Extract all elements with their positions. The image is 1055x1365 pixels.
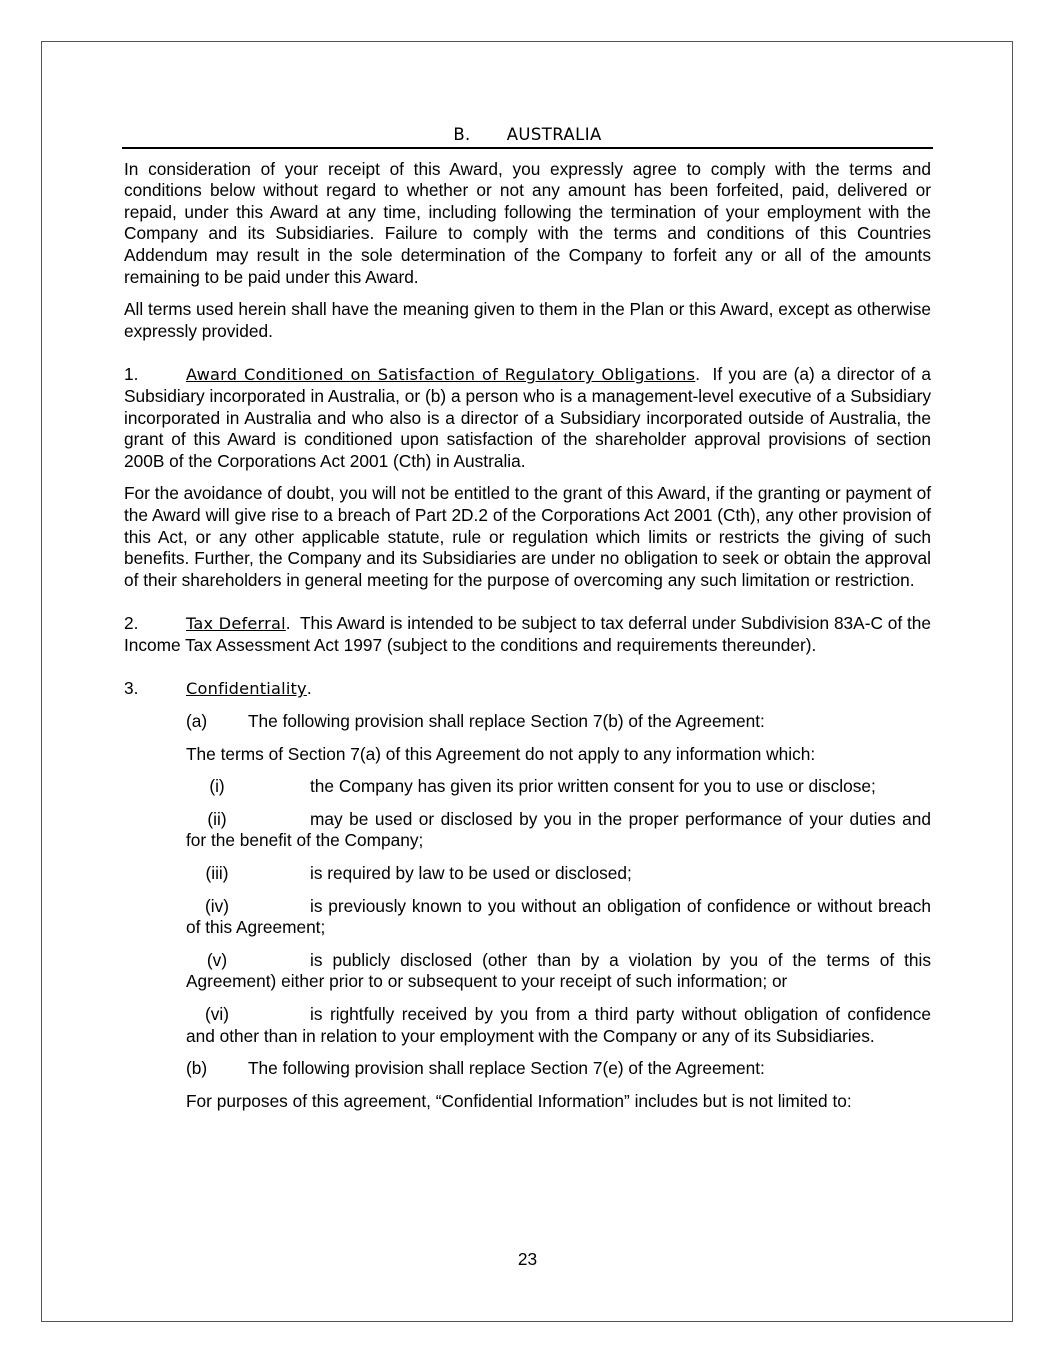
roman-item-iii xyxy=(186,863,931,885)
item-2-paragraph: 2. Tax Deferral. This Award is intended to be subject to tax deferral under Subdivision 83A-C of the Income Tax Assessment Act 1997 (subject to the conditions and requirements thereunder). xyxy=(124,613,931,655)
intro-paragraph-2: All terms used herein shall have the meaning given to them in the Plan or this Award, except as otherwise expressly provided. xyxy=(124,299,931,341)
item-2-text: This Award is intended to be subject to tax deferral under Subdivision 83A-C of the Income Tax Assessment Act 1997 (subject to the conditions and requirements thereunder). xyxy=(124,613,931,655)
roman-text-vi: is rightfully received by you from a third party without obligation of confidence and other than in relation to your employment with the Company or any of its Subsidiaries. xyxy=(186,1004,931,1046)
page-number: 23 xyxy=(517,1249,538,1269)
item-3b-intro: For purposes of this agreement, “Confidential Information” includes but is not limited to: xyxy=(186,1090,852,1111)
item-3-heading: Confidentiality xyxy=(186,679,307,699)
section-heading xyxy=(122,124,933,149)
item-1-number: 1. xyxy=(124,364,139,385)
roman-label-vi: (vi) xyxy=(205,1004,229,1024)
intro-paragraph-1: In consideration of your receipt of this Award, you expressly agree to comply with the terms and conditions below without regard to whether or not any amount has been forfeited, paid, delivered or repaid, under this Award at any time, including following the termination of your employment with the Company and its Subsidiaries. Failure to comply with the terms and conditions of this Countries Addendum may result in the sole determination of the Company to forfeit any or all of the amounts remaining to be paid under this Award. xyxy=(124,158,931,287)
roman-item-vi xyxy=(186,1004,931,1047)
roman-item-iv xyxy=(186,896,931,939)
roman-label-v: (v) xyxy=(206,949,228,970)
item-3b-label: (b) xyxy=(186,1058,208,1079)
roman-item-v xyxy=(186,950,931,993)
item-1-heading: Award Conditioned on Satisfaction of Regulatory Obligations xyxy=(186,365,696,385)
roman-text-iv: is previously known to you without an obligation of confidence or without breach of this Agreement; xyxy=(186,895,931,938)
item-1-paragraph: 1. Award Conditioned on Satisfaction of Regulatory Obligations. If you are (a) a director of a Subsidiary incorporated in Australia, or (b) a person who is a management-level executive of a Subsidiary incorporated in Australia and who also is a director of a Subsidiary incorporated outside of Australia, the grant of this Award is conditioned upon satisfaction of the shareholder approval provisions of section 200B of the Corporations Act 2001 (Cth) in Australia. xyxy=(124,364,931,471)
item-3b-paragraph xyxy=(186,1058,931,1080)
roman-label-iii: (iii) xyxy=(205,863,229,884)
section-title: AUSTRALIA xyxy=(506,125,602,144)
item-3a-paragraph xyxy=(186,711,931,733)
roman-item-ii xyxy=(186,809,931,852)
roman-text-iii: is required by law to be used or disclosed; xyxy=(310,863,632,884)
roman-label-iv: (iv) xyxy=(205,895,229,916)
item-3a-intro: The terms of Section 7(a) of this Agreement do not apply to any information which: xyxy=(186,743,816,764)
item-3a-text: The following provision shall replace Section 7(b) of the Agreement: xyxy=(248,711,765,732)
section-letter: B. xyxy=(453,125,471,144)
roman-label-ii: (ii) xyxy=(207,808,227,829)
item-2-number: 2. xyxy=(124,613,139,634)
item-3a-label: (a) xyxy=(186,711,208,732)
item-1-text: If you are (a) a director of a Subsidiary incorporated in Australia, or (b) a person who is a management-level executive of a Subsidiary incorporated in Australia and who also is a director of a Subsidiary incorporated outside of Australia, the grant of this Award is conditioned upon satisfaction of the shareholder approval provisions of section 200B of the Corporations Act 2001 (Cth) in Australia. xyxy=(124,364,931,471)
item-1-paragraph-2: For the avoidance of doubt, you will not be entitled to the grant of this Award, if the granting or payment of the Award will give rise to a breach of Part 2D.2 of the Corporations Act 2001 (Cth), any other provision of this Act, or any other applicable statute, rule or regulation which limits or restricts the giving of such benefits. Further, the Company and its Subsidiaries are under no obligation to seek or obtain the approval of their shareholders in general meeting for the purpose of overcoming any such limitation or restriction. xyxy=(124,483,931,590)
roman-text-i: the Company has given its prior written consent for you to use or disclose; xyxy=(310,776,876,797)
item-3-number: 3. xyxy=(124,678,139,699)
item-3b-text: The following provision shall replace Section 7(e) of the Agreement: xyxy=(248,1058,765,1079)
item-3-paragraph: 3. Confidentiality. xyxy=(124,678,312,699)
roman-label-i: (i) xyxy=(209,776,225,797)
roman-item-i xyxy=(186,776,931,798)
document-body xyxy=(124,124,931,1112)
roman-text-ii: may be used or disclosed by you in the proper performance of your duties and for the benefit of the Company; xyxy=(186,808,931,851)
roman-text-v: is publicly disclosed (other than by a violation by you of the terms of this Agreement) either prior to or subsequent to your receipt of such information; or xyxy=(186,949,931,992)
item-2-heading: Tax Deferral xyxy=(186,614,286,634)
